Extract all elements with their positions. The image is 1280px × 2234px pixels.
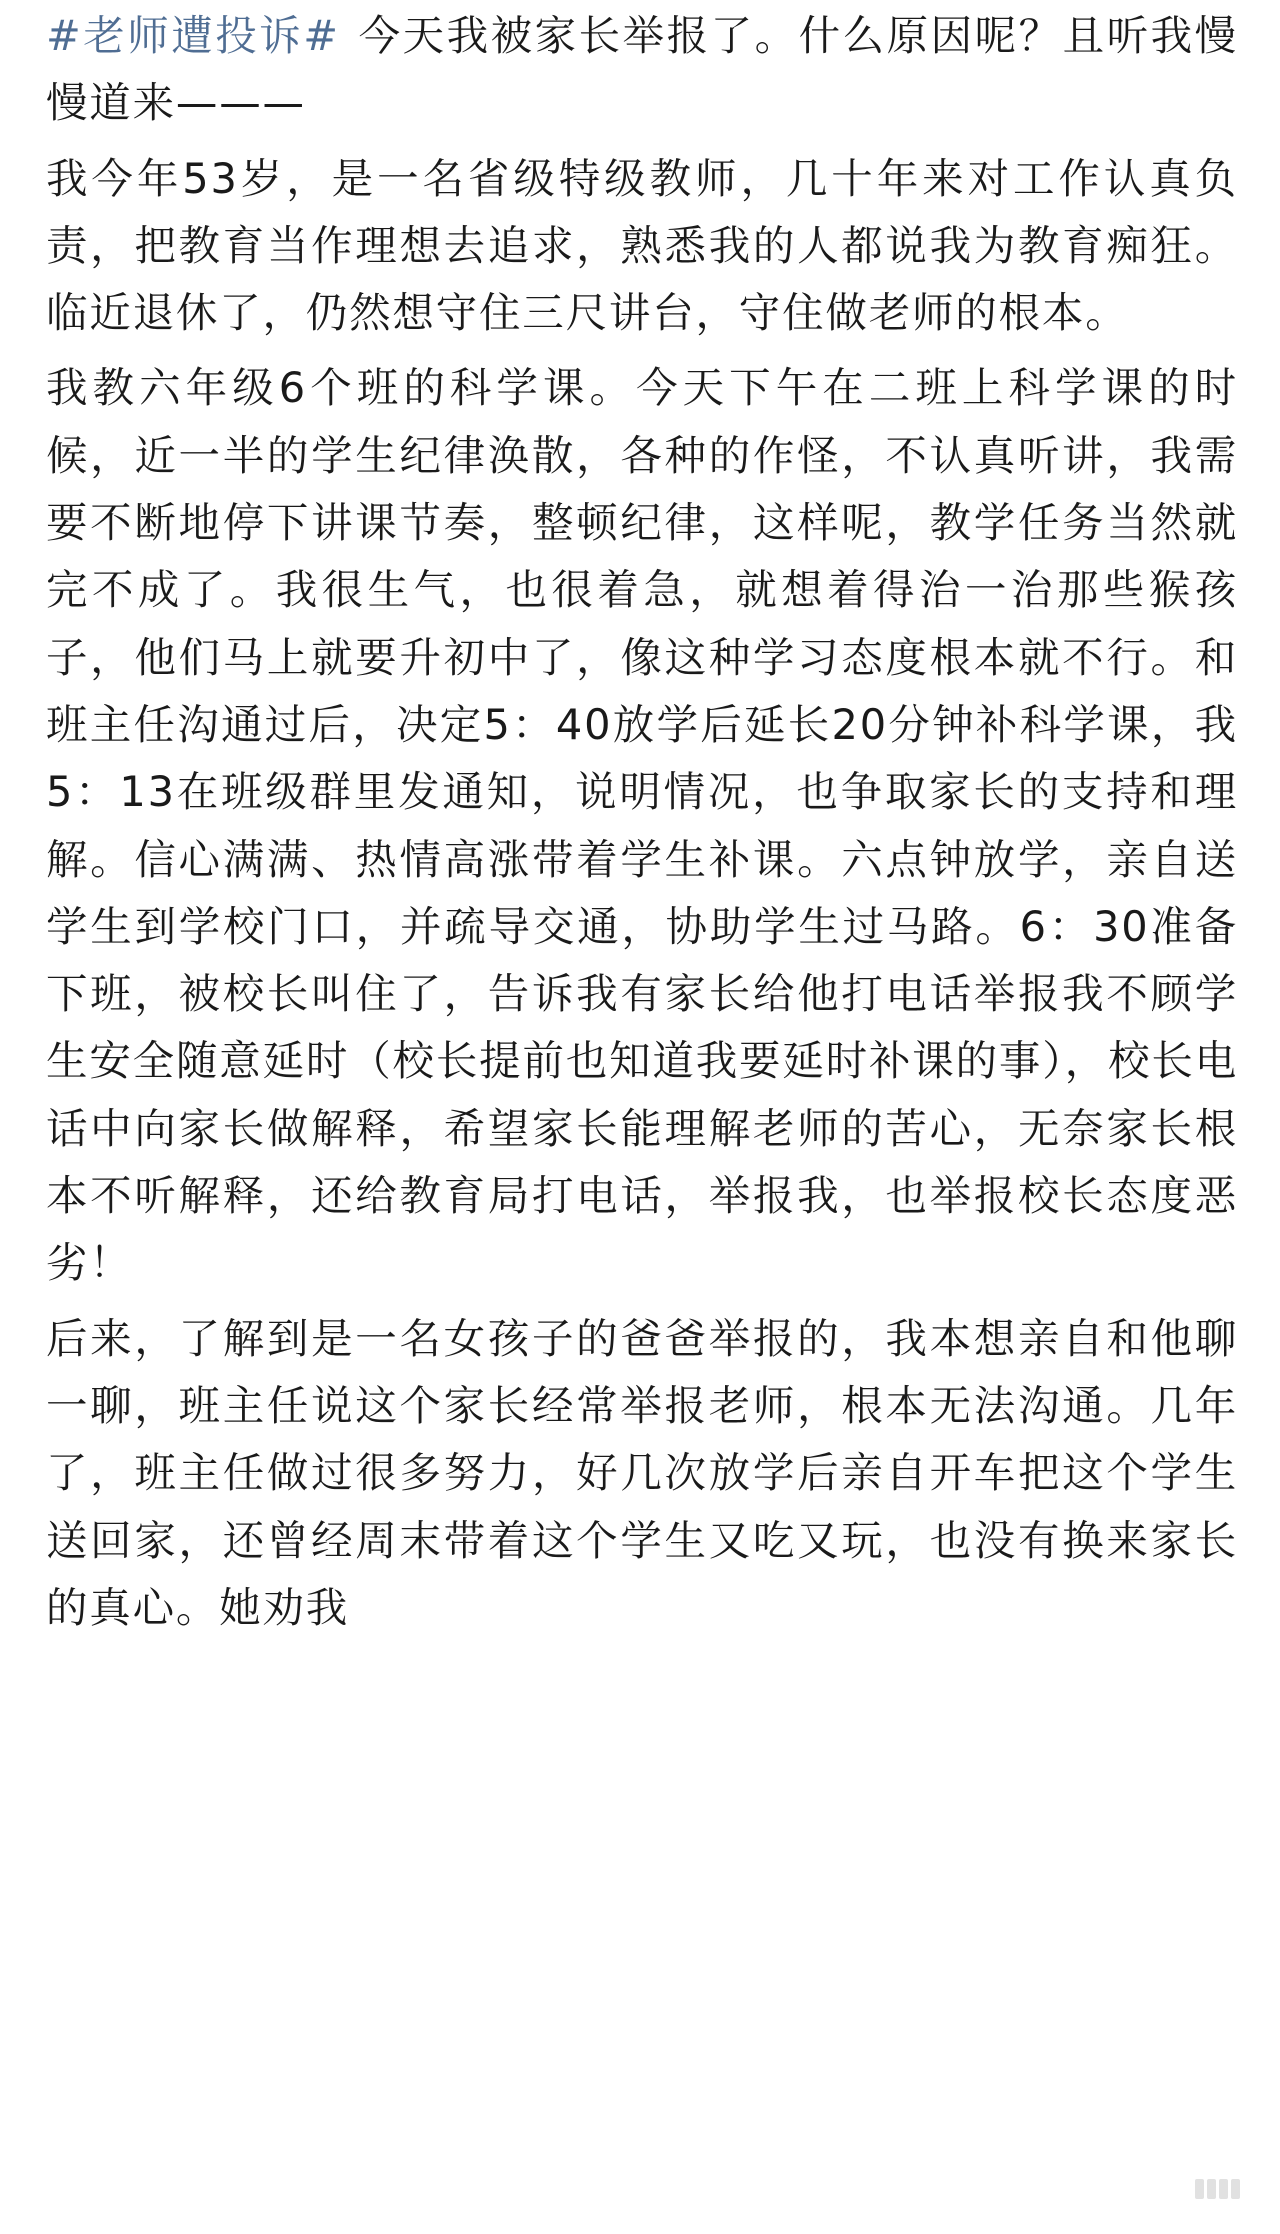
- watermark-bar: [1195, 2179, 1204, 2199]
- post-paragraph: 我今年53岁，是一名省级特级教师，几十年来对工作认真负责，把教育当作理想去追求，熟悉我的人都说我为教育痴狂。临近退休了，仍然想守住三尺讲台，守住做老师的根本。: [46, 153, 1238, 338]
- paragraph-text: 今天我被家长举报了。什么原因呢？且听我慢慢道来———: [46, 11, 1238, 128]
- post-paragraph: [46, 0, 1238, 137]
- watermark-bar: [1231, 2179, 1240, 2199]
- watermark-icon: [1160, 2174, 1240, 2204]
- post-paragraph: 我教六年级6个班的科学课。今天下午在二班上科学课的时候，近一半的学生纪律涣散，各种的作怪，不认真听讲，我需要不断地停下讲课节奏，整顿纪律，这样呢，教学任务当然就完不成了。我很生气，也很着急，就想着得治一治那些猴孩子，他们马上就要升初中了，像这种学习态度根本就不行。和班主任沟通过后，决定5：40放学后延长20分钟补科学课，我5：13在班级群里发通知，说明情况，也争取家长的支持和理解。信心满满、热情高涨带着学生补课。六点钟放学，亲自送学生到学校门口，并疏导交通，协助学生过马路。6：30准备下班，被校长叫住了，告诉我有家长给他打电话举报我不顾学生安全随意延时（校长提前也知道我要延时补课的事），校长电话中向家长做解释，希望家长能理解老师的苦心，无奈家长根本不听解释，还给教育局打电话，举报我，也举报校长态度恶劣！: [46, 363, 1238, 1288]
- post-paragraph: 后来，了解到是一名女孩子的爸爸举报的，我本想亲自和他聊一聊，班主任说这个家长经常举报老师，根本无法沟通。几年了，班主任做过很多努力，好几次放学后亲自开车把这个学生送回家，还曾经周末带着这个学生又吃又玩，也没有换来家长的真心。她劝我: [46, 1313, 1238, 1632]
- post-body: [46, 0, 1238, 1641]
- hashtag-link[interactable]: #老师遭投诉#: [46, 11, 340, 60]
- watermark-bar: [1207, 2179, 1216, 2199]
- watermark-bar: [1219, 2179, 1228, 2199]
